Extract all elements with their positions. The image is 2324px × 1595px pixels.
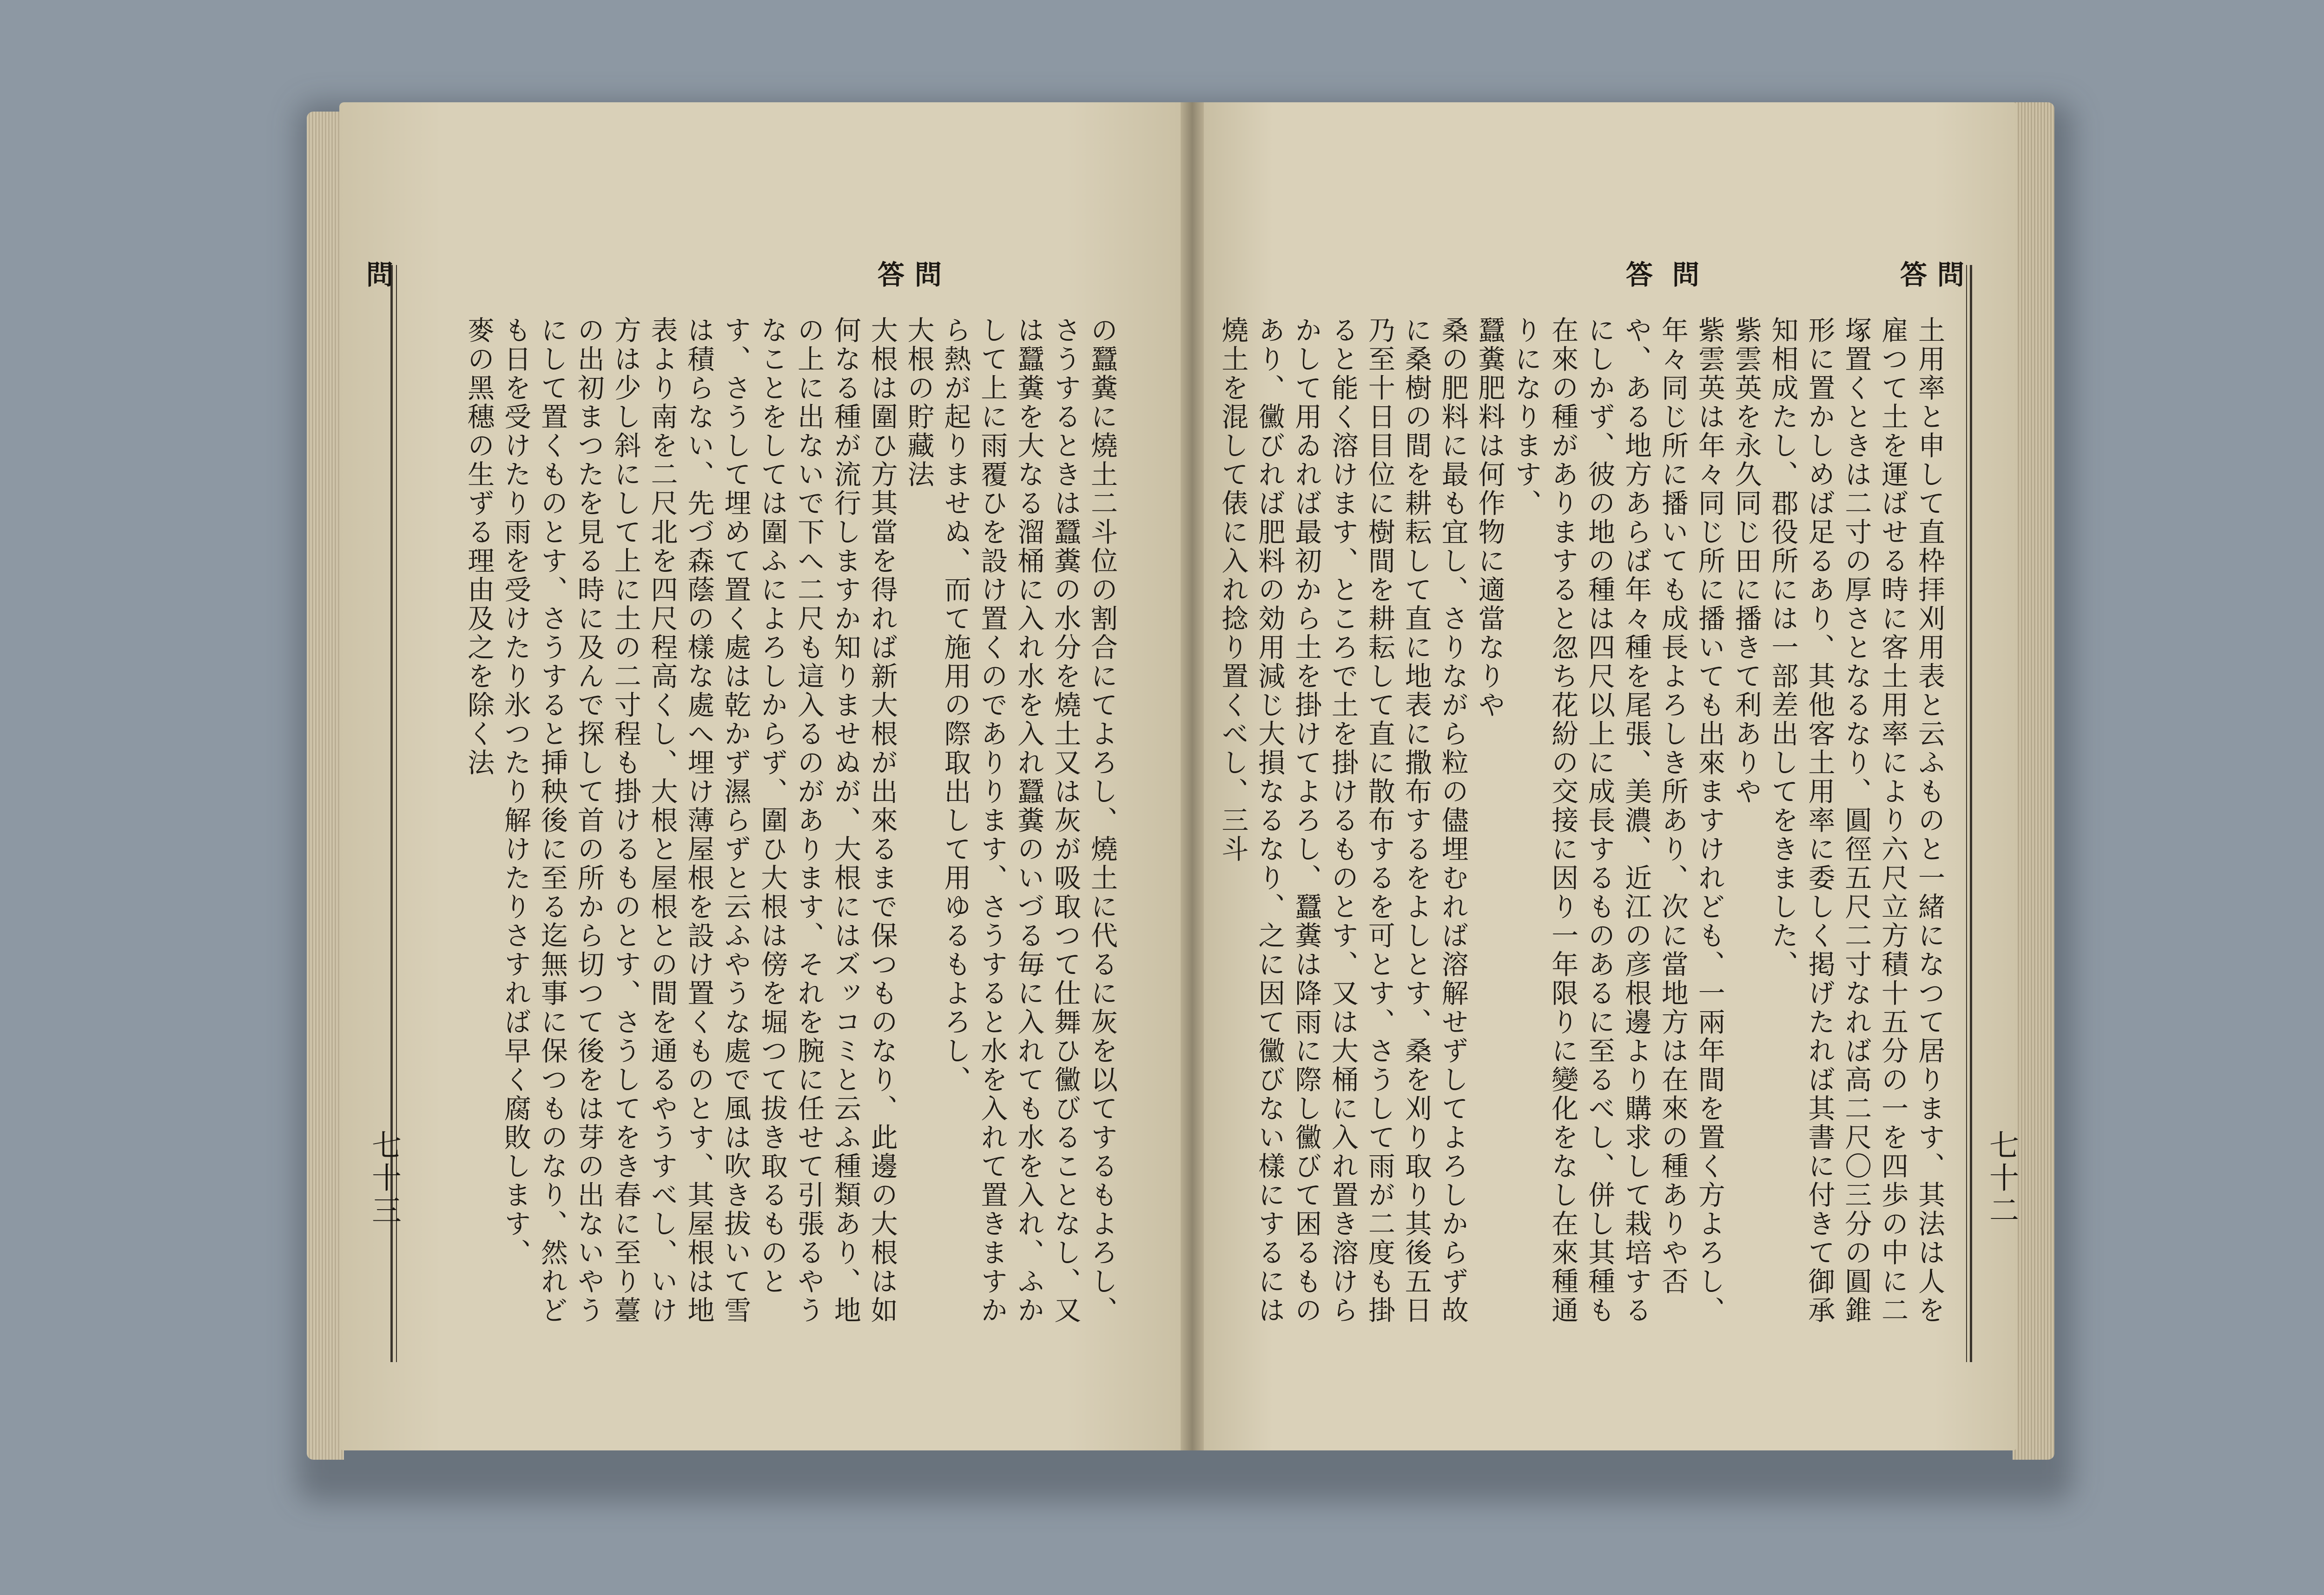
left-heading-2: 答 — [873, 260, 905, 292]
right-page-rule-outer — [1970, 265, 1972, 1362]
left-page-edges — [307, 112, 344, 1460]
right-heading-3: 問 — [1668, 260, 1699, 292]
left-page-body: の蠶糞に燒土二斗位の割合にてよろし、燒土に代るに灰を以てするもよろし、さうするときは蠶糞の水分を燒土又は灰が吸取つて仕舞ひ黴びることなし、又は蠶糞を大なる溜桶に入れ水を入れ蠶糞のいづる毎に入れても水を入れ、ふかして上に雨覆ひを設け置くのでありります、さうすると水を入れて置きますから熱が起りませぬ、而て施用の際取出して用ゆるもよろし、 大根の貯藏法 大根は圍ひ方其當を得れば新大根が出來るまで保つものなり、此邊の大根は如何なる種が流行しますか知りませぬが、大根にはズッコミと云ふ種類あり、地の上に出ないで下へ二尺も這入るのがあります、それを腕に任せて引張るやうなことをしては圍ふによろしからず、圍ひ大根は傍を堀つて拔き取るものとす、さうして埋めて置く處は乾かず濕らずと云ふやうな處で風は吹き拔いて雪は積らない、先づ森蔭の樣な處へ埋け薄屋根を設け置くものとす、其屋根は地表より南を二尺北を四尺程高くし、大根と屋根との間を通るやうすべし、いけ方は少し斜にして上に土の二寸程も掛けるものとす、さうしてをき春に至り薹の出初まつたを見る時に及んで探して首の所から切つて後をは芽の出ないやうにして置くものとす、さうすると挿秧後に至る迄無事に保つものなり、然れども日を受けたり雨を受けたり氷つたり解けたりさすれば早く腐敗します、 麥の黑穗の生ずる理由及之を除く法 — [463, 316, 1118, 1325]
left-page-number: 七十三 — [367, 1130, 401, 1227]
right-page-number: 七十二 — [1984, 1130, 2019, 1227]
right-page-body: 土用率と申して直枠拝刈用表と云ふものと一緒になつて居ります、其法は人を雇つて土を運ばせる時に客土用率により六尺立方積十五分の一を四歩の中に二塚置くときは二寸の厚さとなるなり、圓徑五尺二寸なれば高二尺〇三分の圓錐形に置かしめば足るあり、其他客土用率に委しく掲げたれば其書に付きて御承知相成たし、郡役所には一部差出してをきました、 紫雲英を永久同じ田に播きて利ありや 紫雲英は年々同じ所に播いても出來ますけれども、一兩年間を置く方よろし、年々同じ所に播いても成長よろしき所あり、次に當地方は在來の種ありや否や、ある地方あらば年々種を尾張、美濃、近江の彦根邊より購求して栽培するにしかず、彼の地の種は四尺以上に成長するものあるに至るべし、併し其種も在來の種がありますると忽ち花紛の交接に因り一年限りに變化をなし在來種通りになります、 蠶糞肥料は何作物に適當なりや 桑の肥料に最も宜し、さりながら粒の儘埋むれば溶解せずしてよろしからず故に桑樹の間を耕耘して直に地表に撒布するをよしとす、桑を刈り取り其後五日乃至十日目位に樹間を耕耘して直に散布するを可とす、さうして雨が二度も掛ると能く溶けます、ところで土を掛けるものとす、又は大桶に入れ置き溶けらかして用ゐれば最初から土を掛けてよろし、蠶糞は降雨に際し黴びて困るものあり、黴びれば肥料の効用減じ大損なるなり、之に因て黴びない樣にするには燒土を混して俵に入れ捻り置くべし、三斗 — [1217, 316, 1945, 1325]
right-heading-1: 問 — [1933, 260, 1964, 292]
open-book — [307, 93, 2054, 1478]
left-heading-1: 問 — [910, 260, 942, 292]
right-heading-2: 答 — [1895, 260, 1927, 292]
right-page-edges — [2013, 102, 2054, 1460]
right-heading-4: 答 — [1621, 260, 1653, 292]
left-heading-3: 問 — [362, 260, 393, 292]
book-gutter — [1181, 102, 1204, 1450]
right-page-rule-inner — [1966, 265, 1967, 1362]
